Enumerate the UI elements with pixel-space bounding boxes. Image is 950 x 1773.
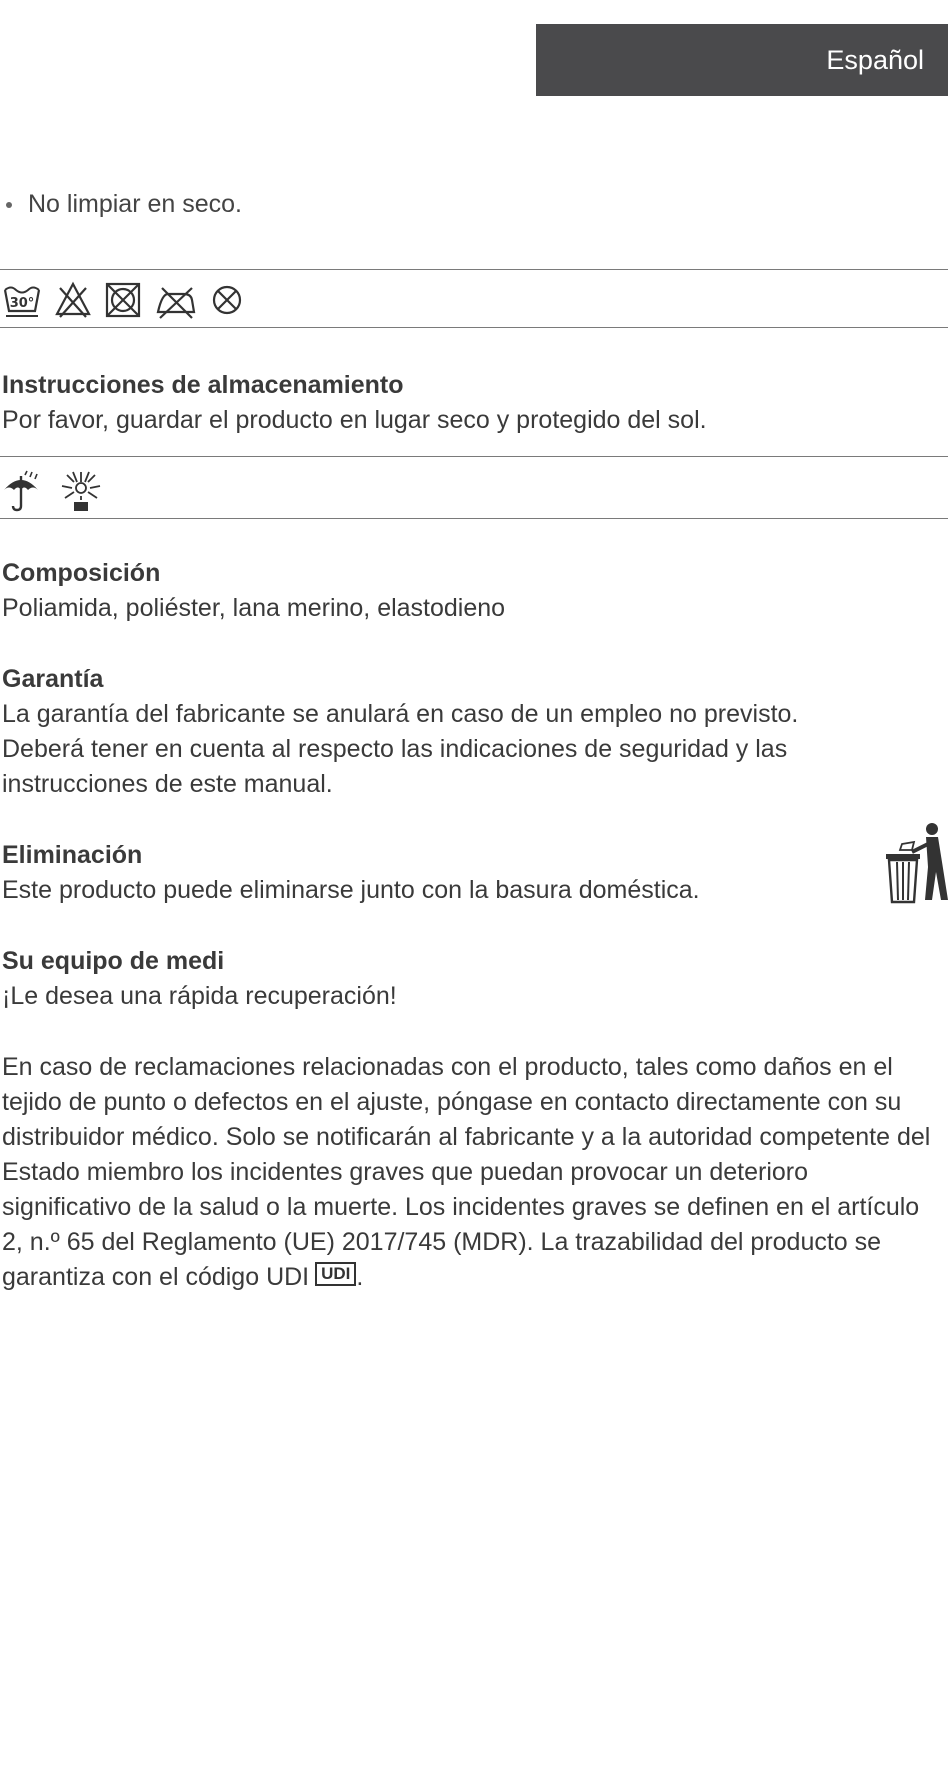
disposal-text: Este producto puede eliminarse junto con la basura doméstica. (2, 876, 700, 904)
composition-section (2, 556, 932, 626)
disposal-heading: Eliminación (2, 841, 143, 869)
udi-badge: UDI (315, 1262, 356, 1286)
composition-text: Poliamida, poliéster, lana merino, elastodieno (2, 594, 506, 622)
divider (0, 518, 948, 519)
divider (0, 269, 948, 270)
storage-text: Por favor, guardar el producto en lugar seco y protegido del sol. (2, 406, 707, 434)
care-bullet (2, 190, 242, 219)
no-iron-icon (154, 280, 198, 320)
no-tumble-dry-icon (104, 280, 142, 320)
household-waste-bin-icon (884, 822, 948, 909)
storage-heading: Instrucciones de almacenamiento (2, 371, 404, 399)
composition-heading: Composición (2, 559, 161, 587)
divider (0, 456, 948, 457)
no-bleach-icon (54, 280, 92, 320)
bullet-dot (6, 202, 12, 208)
storage-symbols (2, 470, 102, 512)
team-heading: Su equipo de medi (2, 947, 225, 975)
storage-section (2, 368, 932, 438)
complaints-text: En caso de reclamaciones relacionadas con el producto, tales como daños en el tejido de punto o defectos en el ajuste, póngase en contacto directamente con su distribuidor médico. Solo se notificarán al fabricante y a la autoridad competente del Estado miembro los incidentes graves que puedan provocar un deterioro significativo de la salud o la muerte. Los incidentes graves se definen en el artículo 2, n.º 65 del Reglamento (UE) 2017/745 (MDR). La trazabilidad del producto se garantiza con el código UDI (2, 1053, 931, 1291)
team-text: ¡Le desea una rápida recuperación! (2, 982, 397, 1010)
svg-text:30°: 30° (9, 296, 35, 311)
care-symbols (2, 280, 244, 320)
complaints-section (2, 1050, 932, 1295)
complaints-paragraph (2, 1050, 932, 1295)
language-tab: Español (536, 24, 948, 96)
care-bullet-text: No limpiar en seco. (28, 190, 242, 218)
keep-dry-umbrella-icon (2, 470, 40, 512)
warranty-section (2, 662, 932, 802)
team-section (2, 944, 932, 1014)
warranty-text: La garantía del fabricante se anulará en caso de un empleo no previsto. Deberá tener en cuenta al respecto las indicaciones de seguridad y las instrucciones de este manual. (2, 700, 799, 798)
no-dry-clean-icon (210, 280, 244, 320)
complaints-end: . (356, 1263, 364, 1291)
wash-30-icon (2, 280, 42, 320)
disposal-section (2, 838, 932, 908)
keep-away-from-sunlight-icon (60, 470, 102, 512)
divider (0, 327, 948, 328)
warranty-heading: Garantía (2, 665, 104, 693)
